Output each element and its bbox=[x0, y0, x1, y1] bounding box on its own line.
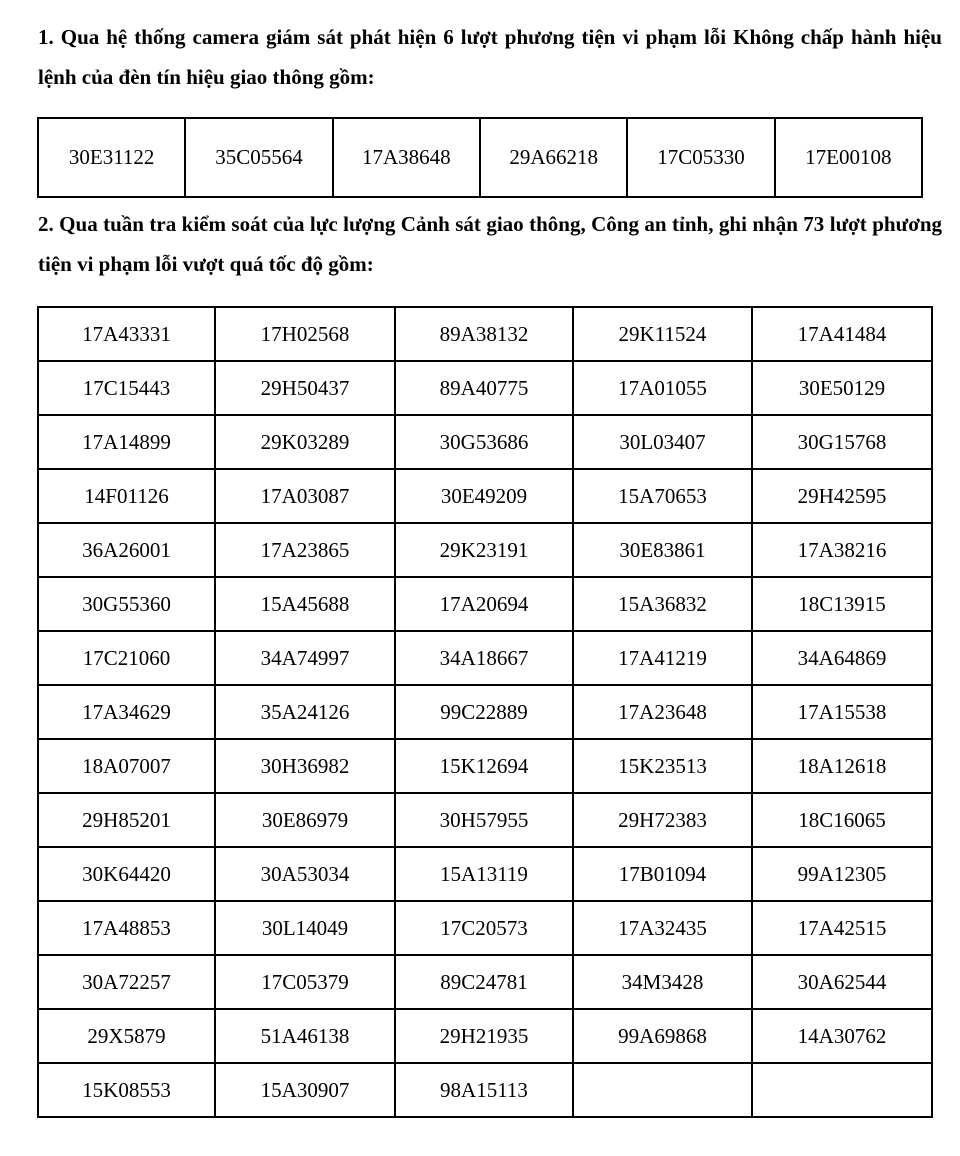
plate-cell: 17A48853 bbox=[38, 901, 215, 955]
plate-cell: 30E31122 bbox=[38, 118, 185, 197]
plate-cell: 34A64869 bbox=[752, 631, 932, 685]
table-row bbox=[38, 739, 932, 793]
plate-cell: 29K03289 bbox=[215, 415, 395, 469]
plate-cell: 17C20573 bbox=[395, 901, 573, 955]
plate-cell: 17C15443 bbox=[38, 361, 215, 415]
plate-cell bbox=[573, 1063, 752, 1117]
speeding-violation-table bbox=[37, 306, 933, 1118]
plate-cell: 17A41484 bbox=[752, 307, 932, 361]
plate-cell: 18C16065 bbox=[752, 793, 932, 847]
plate-cell: 99A69868 bbox=[573, 1009, 752, 1063]
table-row bbox=[38, 469, 932, 523]
plate-cell: 17A03087 bbox=[215, 469, 395, 523]
plate-cell: 14F01126 bbox=[38, 469, 215, 523]
plate-cell: 17A20694 bbox=[395, 577, 573, 631]
plate-cell: 17A32435 bbox=[573, 901, 752, 955]
red-light-violation-table bbox=[37, 117, 923, 198]
plate-cell: 29H85201 bbox=[38, 793, 215, 847]
plate-cell: 29H50437 bbox=[215, 361, 395, 415]
plate-cell: 30E83861 bbox=[573, 523, 752, 577]
table-row bbox=[38, 415, 932, 469]
plate-cell: 15A13119 bbox=[395, 847, 573, 901]
plate-cell: 15A70653 bbox=[573, 469, 752, 523]
plate-cell: 17H02568 bbox=[215, 307, 395, 361]
plate-cell: 34M3428 bbox=[573, 955, 752, 1009]
table-row bbox=[38, 1009, 932, 1063]
plate-cell: 15A45688 bbox=[215, 577, 395, 631]
table-row bbox=[38, 847, 932, 901]
plate-cell: 34A74997 bbox=[215, 631, 395, 685]
plate-cell: 89C24781 bbox=[395, 955, 573, 1009]
plate-cell: 30H36982 bbox=[215, 739, 395, 793]
plate-cell: 30L03407 bbox=[573, 415, 752, 469]
plate-cell: 17E00108 bbox=[775, 118, 922, 197]
plate-cell: 29H42595 bbox=[752, 469, 932, 523]
plate-cell: 29H21935 bbox=[395, 1009, 573, 1063]
plate-cell: 30A72257 bbox=[38, 955, 215, 1009]
table-row bbox=[38, 631, 932, 685]
plate-cell: 29K23191 bbox=[395, 523, 573, 577]
plate-cell: 17A38216 bbox=[752, 523, 932, 577]
table-row bbox=[38, 1063, 932, 1117]
plate-cell: 30H57955 bbox=[395, 793, 573, 847]
plate-cell: 18A07007 bbox=[38, 739, 215, 793]
plate-cell: 17A23648 bbox=[573, 685, 752, 739]
plate-cell: 34A18667 bbox=[395, 631, 573, 685]
table-row bbox=[38, 523, 932, 577]
plate-cell: 99A12305 bbox=[752, 847, 932, 901]
plate-cell: 35A24126 bbox=[215, 685, 395, 739]
plate-cell: 30E49209 bbox=[395, 469, 573, 523]
section2-heading: 2. Qua tuần tra kiểm soát của lực lượng Cảnh sát giao thông, Công an tỉnh, ghi nhận 73 lượt phương tiện vi phạm lỗi vượt quá tốc độ gồm: bbox=[38, 212, 942, 276]
plate-cell: 30A53034 bbox=[215, 847, 395, 901]
table-row bbox=[38, 361, 932, 415]
plate-cell: 18C13915 bbox=[752, 577, 932, 631]
plate-cell: 14A30762 bbox=[752, 1009, 932, 1063]
plate-cell: 15K23513 bbox=[573, 739, 752, 793]
plate-cell: 18A12618 bbox=[752, 739, 932, 793]
plate-cell: 30E86979 bbox=[215, 793, 395, 847]
table-row bbox=[38, 307, 932, 361]
plate-cell: 30E50129 bbox=[752, 361, 932, 415]
section1-heading: 1. Qua hệ thống camera giám sát phát hiện 6 lượt phương tiện vi phạm lỗi Không chấp hành hiệu lệnh của đèn tín hiệu giao thông gồm: bbox=[38, 25, 942, 89]
plate-cell: 15A36832 bbox=[573, 577, 752, 631]
plate-cell: 15K08553 bbox=[38, 1063, 215, 1117]
plate-cell: 29A66218 bbox=[480, 118, 627, 197]
plate-cell: 17A01055 bbox=[573, 361, 752, 415]
plate-cell: 36A26001 bbox=[38, 523, 215, 577]
plate-cell: 17A42515 bbox=[752, 901, 932, 955]
table-row bbox=[38, 901, 932, 955]
plate-cell: 51A46138 bbox=[215, 1009, 395, 1063]
plate-cell: 15K12694 bbox=[395, 739, 573, 793]
plate-cell: 17A38648 bbox=[333, 118, 480, 197]
table-row bbox=[38, 577, 932, 631]
plate-cell: 98A15113 bbox=[395, 1063, 573, 1117]
plate-cell: 17A15538 bbox=[752, 685, 932, 739]
plate-cell bbox=[752, 1063, 932, 1117]
table-row bbox=[38, 955, 932, 1009]
plate-cell: 29H72383 bbox=[573, 793, 752, 847]
plate-cell: 29X5879 bbox=[38, 1009, 215, 1063]
plate-cell: 17C05330 bbox=[627, 118, 774, 197]
plate-cell: 17A23865 bbox=[215, 523, 395, 577]
plate-cell: 99C22889 bbox=[395, 685, 573, 739]
plate-cell: 17A43331 bbox=[38, 307, 215, 361]
plate-cell: 17A41219 bbox=[573, 631, 752, 685]
plate-cell: 30A62544 bbox=[752, 955, 932, 1009]
plate-cell: 30G55360 bbox=[38, 577, 215, 631]
plate-cell: 89A40775 bbox=[395, 361, 573, 415]
plate-cell: 17C05379 bbox=[215, 955, 395, 1009]
table-row bbox=[38, 793, 932, 847]
plate-cell: 30L14049 bbox=[215, 901, 395, 955]
plate-cell: 17B01094 bbox=[573, 847, 752, 901]
plate-cell: 30G15768 bbox=[752, 415, 932, 469]
table-row bbox=[38, 685, 932, 739]
plate-cell: 17C21060 bbox=[38, 631, 215, 685]
plate-cell: 30K64420 bbox=[38, 847, 215, 901]
plate-cell: 89A38132 bbox=[395, 307, 573, 361]
plate-cell: 29K11524 bbox=[573, 307, 752, 361]
plate-cell: 35C05564 bbox=[185, 118, 332, 197]
plate-cell: 17A34629 bbox=[38, 685, 215, 739]
plate-cell: 30G53686 bbox=[395, 415, 573, 469]
table-row bbox=[38, 118, 922, 197]
plate-cell: 15A30907 bbox=[215, 1063, 395, 1117]
plate-cell: 17A14899 bbox=[38, 415, 215, 469]
